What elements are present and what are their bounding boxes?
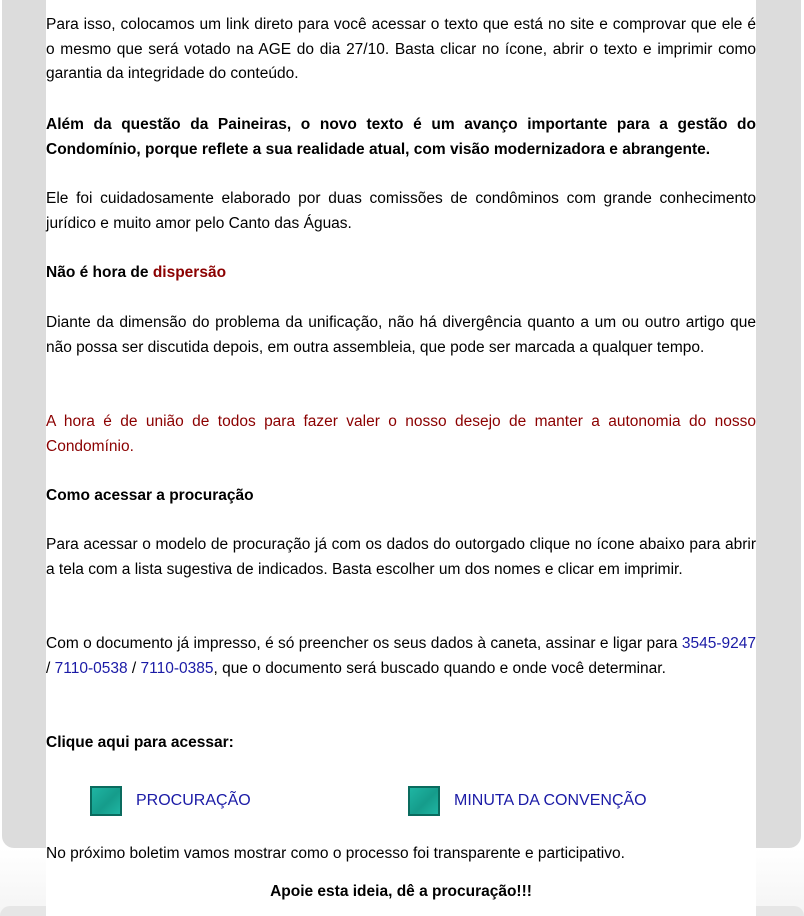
phone-link-3[interactable]: 7110-0385 xyxy=(140,659,214,677)
paragraph-advance: Além da questão da Paineiras, o novo texto é um avanço importante para a gestão do Condomínio, porque reflete a sua realidade atual, com visão modernizadora e abrangente. xyxy=(46,116,756,158)
closing-call-to-action: Apoie esta ideia, dê a procuração!!! xyxy=(270,883,532,900)
phone-separator: / xyxy=(46,659,55,677)
heading-dispersao xyxy=(46,261,756,286)
minuta-link[interactable] xyxy=(408,786,647,816)
heading-dispersao-prefix: Não é hora de xyxy=(46,264,153,281)
minuta-square-icon[interactable] xyxy=(408,786,440,816)
heading-how-to-access: Como acessar a procuração xyxy=(46,487,254,504)
newsletter-body xyxy=(46,0,756,916)
heading-click-here: Clique aqui para acessar: xyxy=(46,734,234,751)
minuta-link-label[interactable]: MINUTA DA CONVENÇÃO xyxy=(454,792,647,809)
phone-link-1[interactable]: 3545-9247 xyxy=(681,635,756,652)
phones-suffix: , que o documento será buscado quando e onde você determinar. xyxy=(213,659,666,677)
paragraph-access-model: Para acessar o modelo de procuração já com os dados do outorgado clique no ícone abaixo para abrir a tela com a lista sugestiva de indicados. Basta escolher um dos nomes e clicar em imprimir. xyxy=(46,536,756,578)
paragraph-union: A hora é de união de todos para fazer valer o nosso desejo de manter a autonomia do nosso Condomínio. xyxy=(46,413,756,455)
paragraph-commissions: Ele foi cuidadosamente elaborado por duas comissões de condôminos com grande conhecimento jurídico e muito amor pelo Canto das Águas. xyxy=(46,190,756,232)
paragraph-unification: Diante da dimensão do problema da unificação, não há divergência quanto a um ou outro artigo que não possa ser discutida depois, em outra assembleia, que pode ser marcada a qualquer tempo. xyxy=(46,314,756,356)
paragraph-link-explanation: Para isso, colocamos um link direto para você acessar o texto que está no site e comprovar que ele é o mesmo que será votado na AGE do dia 27/10. Basta clicar no ícone, abrir o texto e imprimir como garantia da integridade do conteúdo. xyxy=(46,16,756,83)
procuracao-link[interactable] xyxy=(90,786,251,816)
heading-dispersao-highlight: dispersão xyxy=(152,264,227,281)
phone-separator: / xyxy=(127,659,141,677)
paragraph-phones xyxy=(46,632,756,681)
procuracao-square-icon[interactable] xyxy=(90,786,122,816)
phone-link-2[interactable]: 7110-0538 xyxy=(54,659,128,677)
phones-prefix: Com o documento já impresso, é só preencher os seus dados à caneta, assinar e ligar para xyxy=(46,635,682,652)
paragraph-next-bulletin: No próximo boletim vamos mostrar como o processo foi transparente e participativo. xyxy=(46,845,625,862)
procuracao-link-label[interactable]: PROCURAÇÃO xyxy=(136,792,251,809)
